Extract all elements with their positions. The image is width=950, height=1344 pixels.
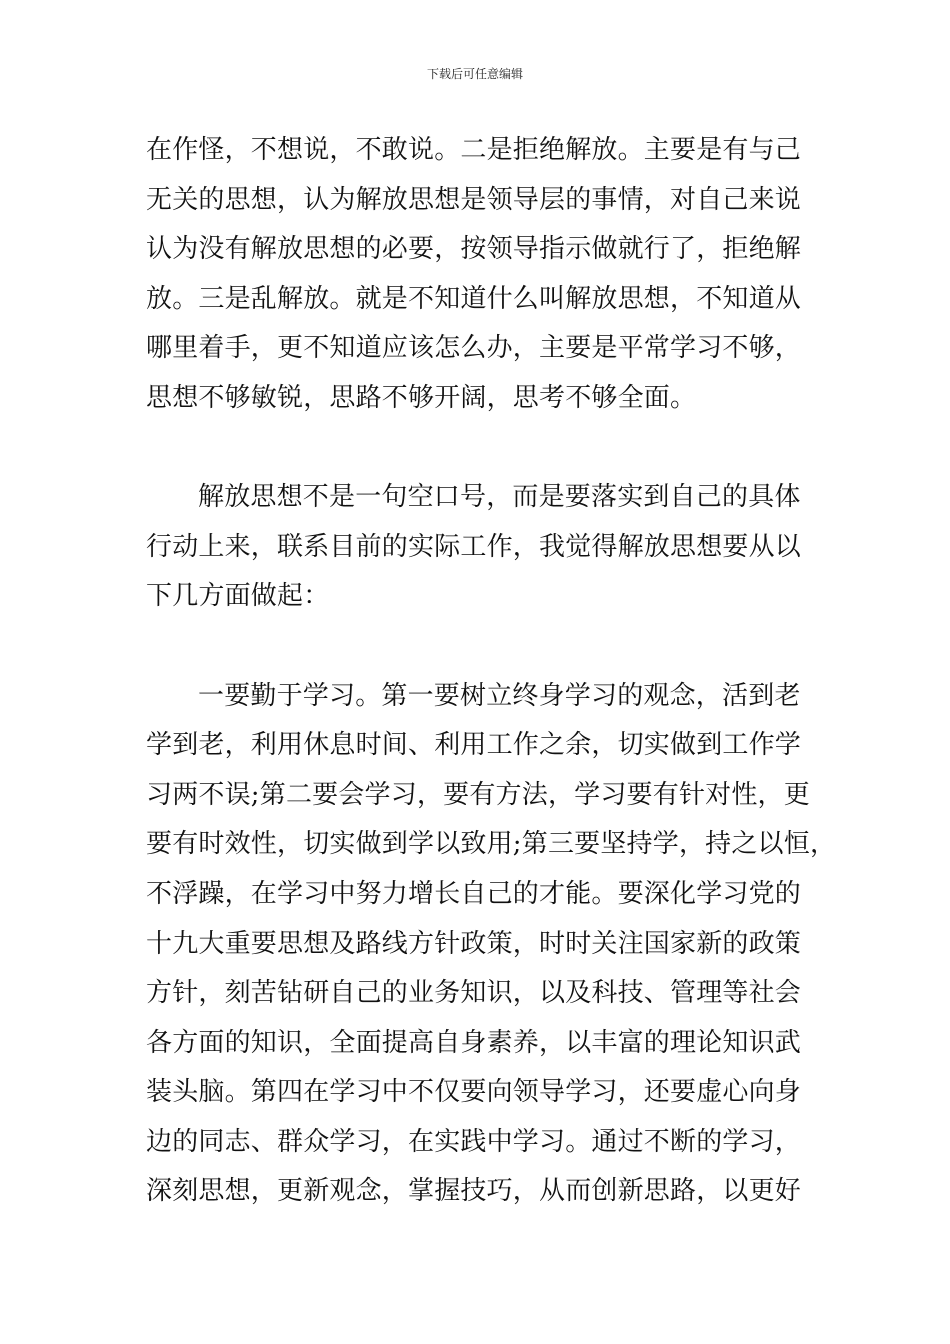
text-line: 方针，刻苦钻研自己的业务知识，以及科技、管理等社会 <box>146 978 802 1009</box>
text-line: 下几方面做起： <box>146 581 330 612</box>
text-line: 在作怪，不想说，不敢说。二是拒绝解放。主要是有与己 <box>146 135 802 165</box>
text-line: 行动上来，联系目前的实际工作，我觉得解放思想要从以 <box>146 531 802 562</box>
text-line: 无关的思想，认为解放思想是领导层的事情，对自己来说 <box>146 184 802 215</box>
text-line: 要有时效性，切实做到学以致用;第三要坚持学，持之以恒， <box>146 829 837 860</box>
paragraph-1 <box>146 126 812 424</box>
paragraph-spacer <box>146 622 812 672</box>
text-line: 各方面的知识，全面提高自身素养，以丰富的理论知识武 <box>146 1027 802 1058</box>
text-line: 装头脑。第四在学习中不仅要向领导学习，还要虚心向身 <box>146 1077 802 1108</box>
text-line: 习两不误;第二要会学习，要有方法，学习要有针对性，更 <box>146 779 810 810</box>
text-line: 深刻思想，更新观念，掌握技巧，从而创新思路，以更好 <box>146 1176 802 1207</box>
text-line: 哪里着手，更不知道应该怎么办，主要是平常学习不够， <box>146 333 802 364</box>
text-line: 不浮躁，在学习中努力增长自己的才能。要深化学习党的 <box>146 878 802 909</box>
text-line: 解放思想不是一句空口号，而是要落实到自己的具体 <box>198 482 801 513</box>
document-body <box>146 126 837 1217</box>
text-line: 边的同志、群众学习，在实践中学习。通过不断的学习， <box>146 1126 802 1157</box>
text-line: 一要勤于学习。第一要树立终身学习的观念，活到老 <box>198 680 801 711</box>
paragraph-2 <box>146 473 812 622</box>
page-header-note: 下载后可任意编辑 <box>426 67 523 81</box>
text-line: 思想不够敏锐，思路不够开阔，思考不够全面。 <box>146 382 697 413</box>
text-line: 学到老，利用休息时间、利用工作之余，切实做到工作学 <box>146 730 802 761</box>
paragraph-3 <box>146 672 837 1218</box>
text-line: 十九大重要思想及路线方针政策，时时关注国家新的政策 <box>146 928 802 959</box>
text-line: 放。三是乱解放。就是不知道什么叫解放思想，不知道从 <box>146 283 802 314</box>
text-line: 认为没有解放思想的必要，按领导指示做就行了，拒绝解 <box>146 234 802 265</box>
paragraph-spacer <box>146 424 812 474</box>
